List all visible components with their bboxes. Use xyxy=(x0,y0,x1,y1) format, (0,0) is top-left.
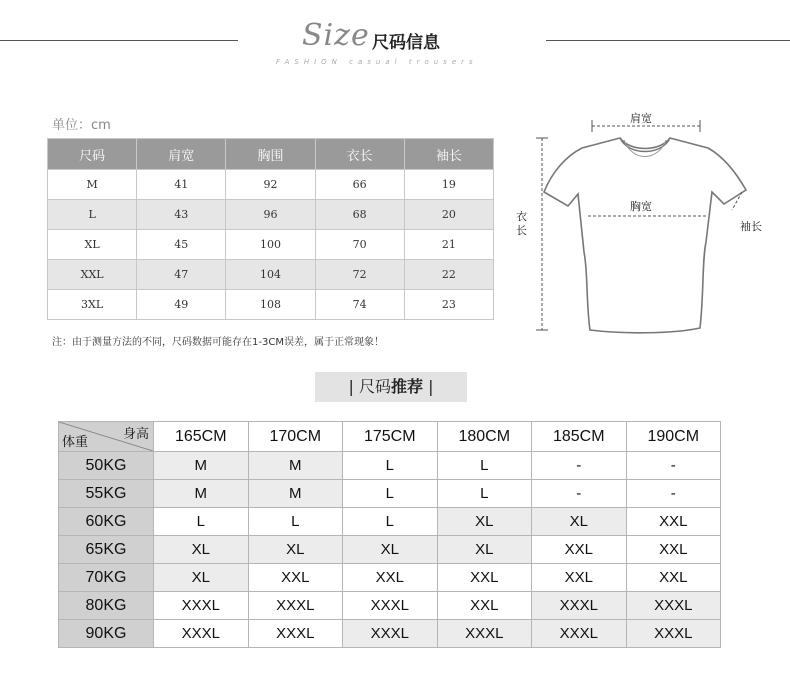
size-cell: - xyxy=(626,452,721,480)
cell: 3XL xyxy=(48,290,137,320)
height-header: 175CM xyxy=(343,422,438,452)
cell: XXL xyxy=(48,260,137,290)
table-row xyxy=(48,290,494,320)
height-header: 185CM xyxy=(532,422,627,452)
size-cell: XXXL xyxy=(532,592,627,620)
size-cell: XXXL xyxy=(626,592,721,620)
size-cell: XXL xyxy=(248,564,343,592)
title-bar-left: | xyxy=(348,377,354,396)
size-cell: XL xyxy=(154,564,249,592)
size-cell: XL xyxy=(248,536,343,564)
table-row xyxy=(48,260,494,290)
size-cell: XXL xyxy=(343,564,438,592)
size-cell: L xyxy=(343,452,438,480)
measurement-note: 注：由于测量方法的不同，尺码数据可能存在1-3CM误差，属于正常现象！ xyxy=(52,337,384,348)
size-cell: - xyxy=(626,480,721,508)
table-row xyxy=(59,620,721,648)
size-cell: M xyxy=(248,480,343,508)
cell: 100 xyxy=(226,230,315,260)
size-cell: XXL xyxy=(532,564,627,592)
shoulder-label: 肩宽 xyxy=(630,112,652,125)
size-cell: XXL xyxy=(626,564,721,592)
size-cell: XXL xyxy=(626,536,721,564)
height-header: 170CM xyxy=(248,422,343,452)
weight-cell: 60KG xyxy=(59,508,154,536)
cell: 108 xyxy=(226,290,315,320)
corner-box xyxy=(59,422,153,451)
title-bar-right: | xyxy=(428,377,434,396)
unit-label: 单位：cm xyxy=(52,118,111,133)
size-cell: M xyxy=(248,452,343,480)
cell: 70 xyxy=(315,230,404,260)
size-cell: - xyxy=(532,480,627,508)
size-cell: XXXL xyxy=(626,620,721,648)
table-row xyxy=(59,564,721,592)
header-line-left xyxy=(0,40,238,41)
header-subtitle: FASHION casual trousers xyxy=(276,58,478,66)
size-cell: L xyxy=(437,452,532,480)
cell: 72 xyxy=(315,260,404,290)
header-script-word: Size xyxy=(302,18,370,53)
size-cell: XXL xyxy=(437,592,532,620)
corner-cell xyxy=(59,422,154,452)
cell: 45 xyxy=(137,230,226,260)
page-title: 尺码信息 xyxy=(372,33,440,53)
size-cell: L xyxy=(343,480,438,508)
cell: 22 xyxy=(404,260,493,290)
cell: M xyxy=(48,170,137,200)
size-cell: XXXL xyxy=(248,620,343,648)
cell: 68 xyxy=(315,200,404,230)
cell: 96 xyxy=(226,200,315,230)
size-cell: XXL xyxy=(437,564,532,592)
weight-cell: 90KG xyxy=(59,620,154,648)
cell: 21 xyxy=(404,230,493,260)
cell: XL xyxy=(48,230,137,260)
size-cell: L xyxy=(248,508,343,536)
height-header-row xyxy=(59,422,721,452)
cell: 43 xyxy=(137,200,226,230)
size-cell: XXXL xyxy=(532,620,627,648)
cell: 19 xyxy=(404,170,493,200)
cell: 47 xyxy=(137,260,226,290)
length-label: 衣长 xyxy=(516,210,527,237)
cell: 49 xyxy=(137,290,226,320)
cell: 92 xyxy=(226,170,315,200)
size-recommendation-table xyxy=(58,421,721,648)
size-cell: XXXL xyxy=(437,620,532,648)
cell: 41 xyxy=(137,170,226,200)
height-header: 165CM xyxy=(154,422,249,452)
size-cell: XL xyxy=(343,536,438,564)
size-cell: XXXL xyxy=(343,592,438,620)
size-cell: L xyxy=(154,508,249,536)
weight-cell: 50KG xyxy=(59,452,154,480)
cell: 104 xyxy=(226,260,315,290)
table-row xyxy=(59,508,721,536)
size-cell: XL xyxy=(532,508,627,536)
weight-cell: 70KG xyxy=(59,564,154,592)
col-header: 尺码 xyxy=(48,139,137,170)
size-cell: XL xyxy=(154,536,249,564)
size-table xyxy=(47,138,494,320)
size-cell: XL xyxy=(437,536,532,564)
header-line-right xyxy=(546,40,790,41)
cell: 74 xyxy=(315,290,404,320)
size-cell: XXXL xyxy=(248,592,343,620)
size-table-header xyxy=(48,139,494,170)
height-header: 190CM xyxy=(626,422,721,452)
table-row xyxy=(59,536,721,564)
col-header: 衣长 xyxy=(315,139,404,170)
corner-weight: 体重 xyxy=(62,434,89,449)
size-cell: M xyxy=(154,452,249,480)
size-cell: XXXL xyxy=(154,592,249,620)
size-cell: L xyxy=(437,480,532,508)
chest-label: 胸宽 xyxy=(630,200,652,213)
title-bold: 推荐 xyxy=(391,377,424,396)
height-header: 180CM xyxy=(437,422,532,452)
weight-cell: 65KG xyxy=(59,536,154,564)
size-cell: - xyxy=(532,452,627,480)
size-cell: XXXL xyxy=(343,620,438,648)
col-header: 胸围 xyxy=(226,139,315,170)
recommend-title xyxy=(315,372,467,402)
corner-height: 身高 xyxy=(122,426,149,441)
tshirt-diagram xyxy=(512,102,782,346)
table-row xyxy=(59,480,721,508)
size-cell: XXXL xyxy=(154,620,249,648)
sleeve-label: 袖长 xyxy=(740,220,762,233)
col-header: 肩宽 xyxy=(137,139,226,170)
size-cell: M xyxy=(154,480,249,508)
table-row xyxy=(59,592,721,620)
size-cell: L xyxy=(343,508,438,536)
table-row xyxy=(59,452,721,480)
weight-cell: 55KG xyxy=(59,480,154,508)
size-cell: XXL xyxy=(626,508,721,536)
table-row xyxy=(48,200,494,230)
title-prefix: 尺码 xyxy=(358,377,391,396)
weight-cell: 80KG xyxy=(59,592,154,620)
size-cell: XL xyxy=(437,508,532,536)
col-header: 袖长 xyxy=(404,139,493,170)
table-row xyxy=(48,230,494,260)
cell: 66 xyxy=(315,170,404,200)
size-cell: XXL xyxy=(532,536,627,564)
cell: 20 xyxy=(404,200,493,230)
cell: 23 xyxy=(404,290,493,320)
table-row xyxy=(48,170,494,200)
cell: L xyxy=(48,200,137,230)
